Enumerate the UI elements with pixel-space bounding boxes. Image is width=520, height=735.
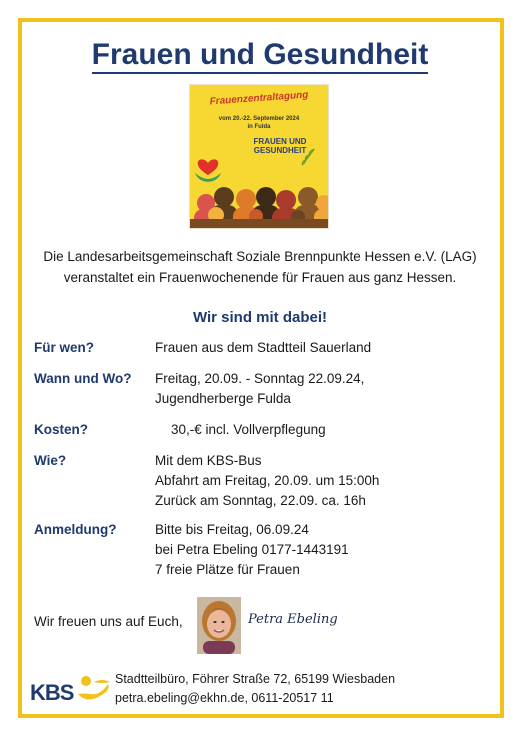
closing-text: Wir freuen uns auf Euch,	[34, 614, 183, 629]
portrait-image	[197, 597, 241, 654]
contact-photo	[197, 597, 241, 654]
logo-text: KBS	[30, 680, 74, 705]
poster-main-heading	[240, 137, 320, 155]
detail-label: Wie?	[34, 453, 67, 468]
detail-value	[171, 420, 501, 440]
footer-email-phone: petra.ebeling@ekhn.de, 0611-20517 11	[115, 691, 334, 705]
detail-value	[155, 338, 485, 358]
poster-location-line: in Fulda	[247, 124, 271, 130]
detail-label: Wann und Wo?	[34, 371, 132, 386]
event-poster-image	[189, 84, 329, 229]
detail-line: Frauen aus dem Stadtteil Sauerland	[155, 340, 372, 355]
detail-line: Jugendherberge Fulda	[155, 391, 291, 406]
page-title	[0, 38, 520, 72]
poster-main-line: FRAUEN UND	[253, 137, 307, 146]
logo-figure-icon	[76, 674, 116, 708]
detail-label: Anmeldung?	[34, 522, 117, 537]
detail-line: 30,-€ incl. Vollverpflegung	[171, 422, 326, 437]
footer-address: Stadtteilbüro, Föhrer Straße 72, 65199 Wiesbaden	[115, 672, 396, 686]
intro-line: Die Landesarbeitsgemeinschaft Soziale Brennpunkte Hessen e.V. (LAG)	[43, 249, 477, 264]
detail-line: Zurück am Sonntag, 22.09. ca. 16h	[155, 493, 366, 508]
detail-line: Mit dem KBS-Bus	[155, 453, 262, 468]
detail-value	[155, 451, 485, 511]
detail-line: 7 freie Plätze für Frauen	[155, 562, 300, 577]
detail-line: Abfahrt am Freitag, 20.09. um 15:00h	[155, 473, 380, 488]
poster-date	[194, 115, 324, 131]
poster-date-line: vom 20.-22. September 2024	[218, 116, 300, 122]
signature: Petra Ebeling	[248, 612, 338, 627]
detail-line: bei Petra Ebeling 0177-1443191	[155, 542, 349, 557]
detail-value	[155, 520, 485, 580]
detail-label: Für wen?	[34, 340, 94, 355]
subheading: Wir sind mit dabei!	[192, 309, 328, 326]
intro-line: veranstaltet ein Frauenwochenende für Frauen aus ganz Hessen.	[63, 270, 457, 285]
kbs-logo	[30, 674, 108, 708]
intro-paragraph	[0, 246, 520, 288]
page-title-text: Frauen und Gesundheit	[92, 38, 429, 74]
detail-line: Freitag, 20.09. - Sonntag 22.09.24,	[155, 371, 365, 386]
detail-label: Kosten?	[34, 422, 88, 437]
footer-contact	[115, 670, 395, 708]
poster-main-line: GESUNDHEIT	[253, 146, 307, 155]
detail-line: Bitte bis Freitag, 06.09.24	[155, 522, 309, 537]
poster-title: Frauenzentraltagung	[209, 89, 309, 108]
detail-value	[155, 369, 485, 409]
